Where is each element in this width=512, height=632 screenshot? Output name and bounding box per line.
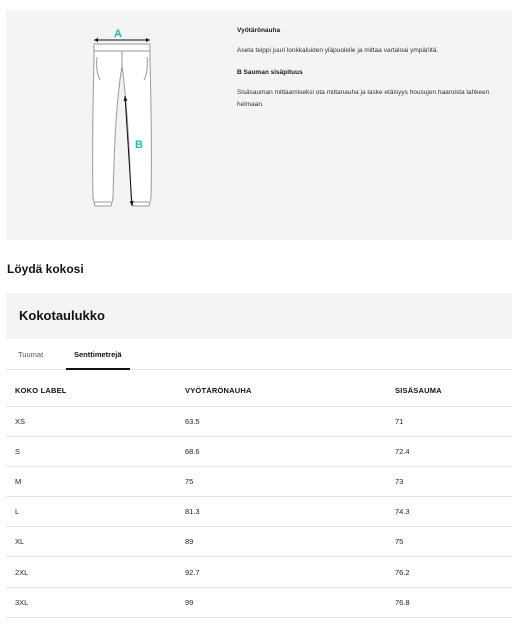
inseam-value: 76.2 <box>386 557 512 587</box>
unit-tabs <box>6 339 512 370</box>
inseam-value: 76.8 <box>386 587 512 617</box>
size-chart-title: Kokotaulukko <box>19 308 105 323</box>
diagram-label-a: A <box>114 28 122 40</box>
table-row <box>6 406 512 436</box>
waistband-value: 99 <box>176 587 386 617</box>
table-row <box>6 466 512 496</box>
size-chart-header <box>6 293 512 339</box>
tab-centimeters[interactable]: Senttimetrejä <box>66 339 130 370</box>
find-size-heading: Löydä kokosi <box>7 262 84 276</box>
table-row <box>6 527 512 557</box>
guide-text <box>237 27 509 123</box>
pants-diagram <box>6 10 236 240</box>
waistband-value: 75 <box>176 466 386 496</box>
inseam-value: 72.4 <box>386 436 512 466</box>
size-label: XL <box>6 527 176 557</box>
inseam-value: 75 <box>386 527 512 557</box>
inseam-value: 73 <box>386 466 512 496</box>
size-label: XS <box>6 406 176 436</box>
waist-instructions: Aseta teippi juuri lonkkaluiden yläpuolelle ja mittaa vartaloai ympäriltä. <box>237 47 439 54</box>
size-label: 3XL <box>6 587 176 617</box>
size-label: S <box>6 436 176 466</box>
inseam-title: B Sauman sisäpituus <box>237 69 303 76</box>
table-row <box>6 557 512 587</box>
inseam-value: 74.3 <box>386 497 512 527</box>
waistband-value: 63.5 <box>176 406 386 436</box>
inseam-instructions: Sisäsauman mittaamiseksi ota mittanauha ja laske etäisyys housujen haaroista lahkeen helmaan. <box>237 89 490 108</box>
size-label: M <box>6 466 176 496</box>
size-label: 2XL <box>6 557 176 587</box>
diagram-label-b: B <box>135 139 143 151</box>
size-label: L <box>6 497 176 527</box>
waist-title: Vyötärönauha <box>237 27 281 34</box>
table-row <box>6 587 512 617</box>
waistband-value: 89 <box>176 527 386 557</box>
column-header-size: KOKO LABEL <box>6 375 176 406</box>
table-row <box>6 497 512 527</box>
waistband-value: 92.7 <box>176 557 386 587</box>
waistband-value: 68.6 <box>176 436 386 466</box>
column-header-waistband: VYÖTÄRÖNAUHA <box>176 375 386 406</box>
table-header-row <box>6 375 512 406</box>
inseam-value: 71 <box>386 406 512 436</box>
pants-illustration <box>6 10 236 240</box>
table-row <box>6 436 512 466</box>
measurement-guide <box>6 10 512 240</box>
size-table <box>6 375 512 618</box>
column-header-inseam: SISÄSAUMA <box>386 375 512 406</box>
tab-inches[interactable]: Tuumat <box>18 350 44 359</box>
waistband-value: 81.3 <box>176 497 386 527</box>
